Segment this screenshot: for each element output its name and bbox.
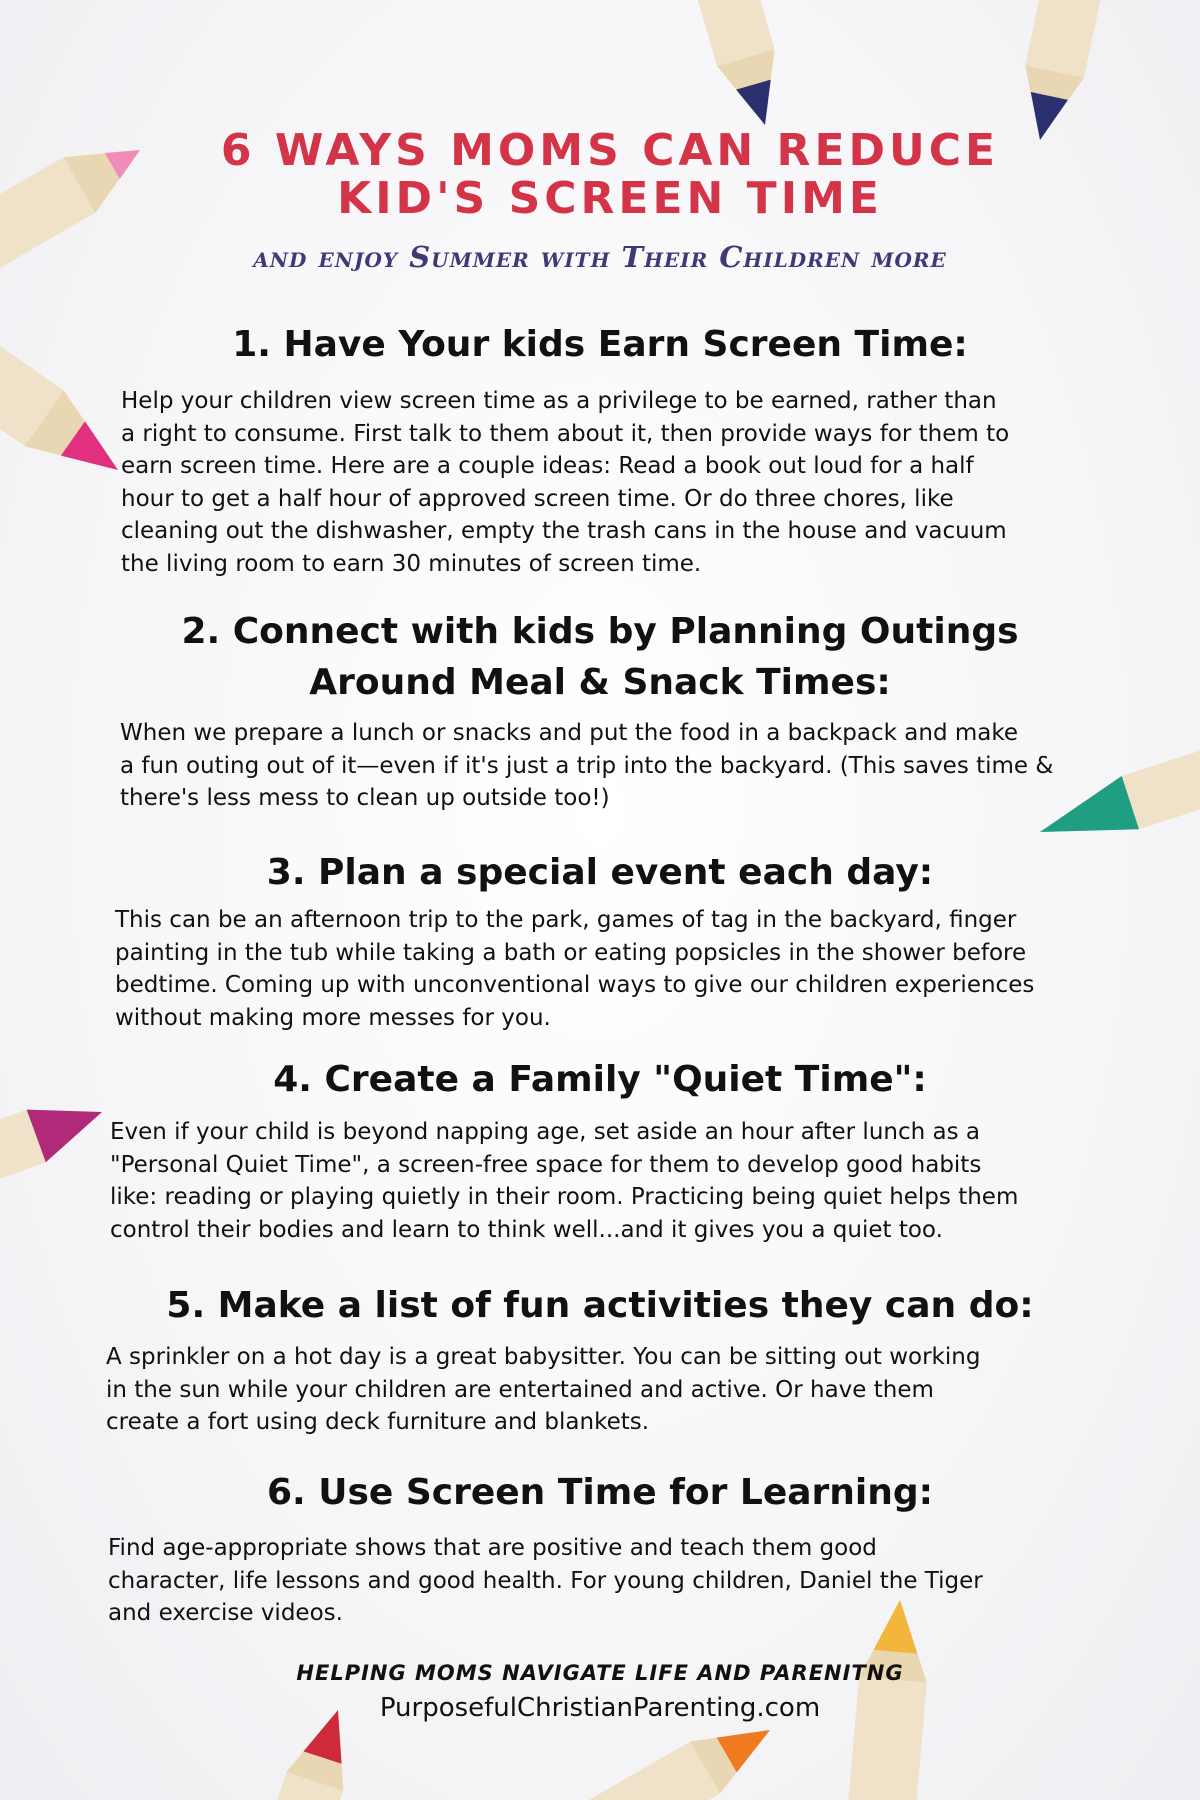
section-6-body: Find age-appropriate shows that are positive and teach them good character, life lessons and good health. For young children, Daniel the Tiger and exercise videos. (108, 1535, 983, 1626)
footer-tagline: HELPING MOMS NAVIGATE LIFE AND PARENITNG (296, 1661, 904, 1685)
section-3-heading: 3. Plan a special event each day: (266, 852, 934, 893)
section-4-heading: 4. Create a Family "Quiet Time": (273, 1059, 927, 1100)
section-1-heading: 1. Have Your kids Earn Screen Time: (232, 324, 968, 365)
section-4-body: Even if your child is beyond napping age, set aside an hour after lunch as a "Personal Quiet Time", a screen-free space for them to develop good habits like: reading or playing quietly in their room. Practicing being quiet helps them control their bodies and learn to think well...and it gives you a quiet too. (110, 1119, 1019, 1243)
section-1-body: Help your children view screen time as a privilege to be earned, rather than a right to consume. First talk to them about it, then provide ways for them to earn screen time. Here are a couple ideas: Read a book out loud for a half hour to get a half hour of approved screen time. Or do three chores, like cleaning out the dishwasher, empty the trash cans in the house and vacuum the living room to earn 30 minutes of screen time. (121, 388, 1010, 577)
section-2-heading-line-1: 2. Connect with kids by Planning Outings (181, 611, 1019, 652)
section-2-heading-line-2: Around Meal & Snack Times: (309, 662, 891, 703)
title-line-2: KID'S SCREEN TIME (337, 173, 883, 224)
section-5-heading: 5. Make a list of fun activities they can do: (166, 1285, 1034, 1326)
footer-website: PurposefulChristianParenting.com (379, 1693, 821, 1723)
title-line-1: 6 WAYS MOMS CAN REDUCE (220, 125, 1000, 176)
section-2-body: When we prepare a lunch or snacks and put the food in a backpack and make a fun outing out of it—even if it's just a trip into the backyard. (This saves time & there's less mess to clean up outside too!) (120, 720, 1054, 811)
section-3-body: This can be an afternoon trip to the park, games of tag in the backyard, finger painting in the tub while taking a bath or eating popsicles in the shower before bedtime. Coming up with unconventional ways to give our children experiences without making more messes for you. (115, 907, 1035, 1031)
section-6-heading: 6. Use Screen Time for Learning: (266, 1472, 934, 1513)
section-5-body: A sprinkler on a hot day is a great babysitter. You can be sitting out working in the sun while your children are entertained and active. Or have them create a fort using deck furniture and blankets. (106, 1344, 981, 1435)
subtitle: and enjoy Summer with Their Children more (253, 240, 947, 274)
